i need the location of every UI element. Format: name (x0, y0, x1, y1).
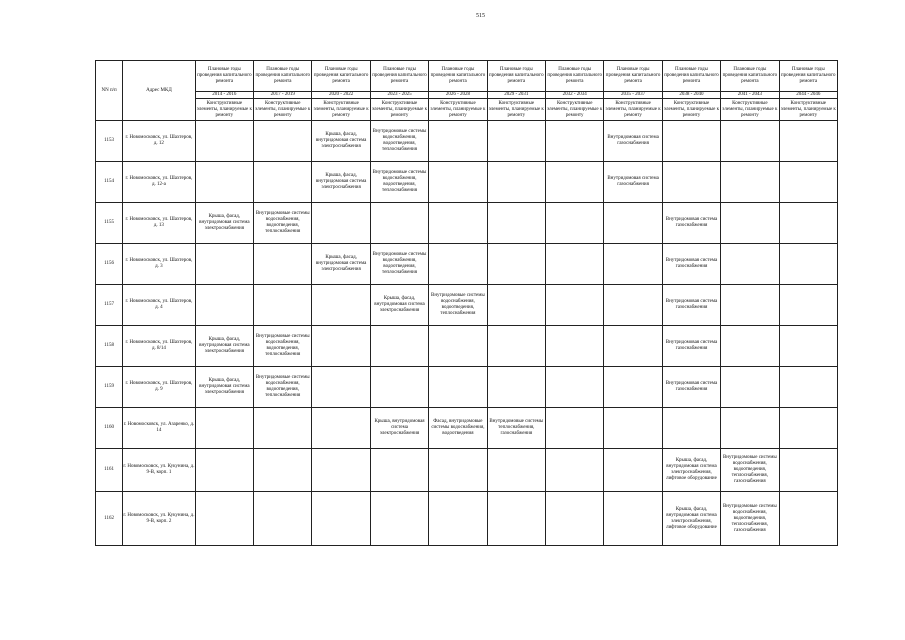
building-address: г. Новомосковск, ул. Шахтеров, д. 8/14 (123, 326, 195, 367)
table-row (96, 449, 838, 492)
repair-elements-cell (312, 203, 370, 244)
repair-elements-cell (429, 326, 487, 367)
building-address: г. Новомосковск, ул. Шахтеров, д. 3 (123, 244, 195, 285)
repair-elements-cell (721, 408, 779, 449)
repair-elements-cell (254, 408, 312, 449)
repair-elements-cell: Внутридомовые системы водоснабжения, водоотведения, теплоснабжения (254, 367, 312, 408)
repair-elements-cell (195, 162, 253, 203)
repair-elements-cell (195, 449, 253, 492)
repair-elements-cell (604, 326, 662, 367)
repair-elements-cell (721, 162, 779, 203)
row-number: 1155 (96, 203, 123, 244)
repair-elements-cell (604, 492, 662, 546)
repair-elements-cell (429, 203, 487, 244)
repair-elements-cell (370, 326, 428, 367)
row-number: 1160 (96, 408, 123, 449)
building-address: г. Новомосковск, ул. Шахтеров, д. 12 (123, 121, 195, 162)
repair-elements-cell: Внутридомовые системы водоснабжения, водоотведения, теплоснабжения (254, 326, 312, 367)
row-number: 1154 (96, 162, 123, 203)
row-number: 1161 (96, 449, 123, 492)
repair-elements-cell (721, 326, 779, 367)
repair-elements-cell: Внутридомовые системы теплоснабжения, газоснабжения (487, 408, 545, 449)
repair-elements-cell: Внутридомовая система газоснабжения (604, 121, 662, 162)
repair-elements-cell (487, 121, 545, 162)
repair-elements-cell (546, 367, 604, 408)
repair-elements-cell (721, 121, 779, 162)
building-address: г. Новомосковск, ул. Шахтеров, д. 9 (123, 367, 195, 408)
repair-elements-cell (779, 492, 837, 546)
repair-elements-cell (254, 244, 312, 285)
table-row (96, 367, 838, 408)
period-elements-header: Конструктивные элементы, планируемые к ремонту (604, 99, 662, 121)
repair-elements-cell: Внутридомовые системы водоснабжения, водоотведения, теплоснабжения, газоснабжения (721, 492, 779, 546)
repair-elements-cell (195, 121, 253, 162)
repair-elements-cell (487, 492, 545, 546)
building-address: г. Новомосковск, ул. Шахтеров, д. 13 (123, 203, 195, 244)
row-number: 1158 (96, 326, 123, 367)
repair-elements-cell (254, 121, 312, 162)
table-row (96, 408, 838, 449)
repair-elements-cell (254, 449, 312, 492)
period-elements-header: Конструктивные элементы, планируемые к ремонту (254, 99, 312, 121)
repair-elements-cell (370, 449, 428, 492)
building-address: г. Новомосковск, ул. Шахтеров, д. 12-а (123, 162, 195, 203)
repair-elements-cell (546, 162, 604, 203)
row-number: 1159 (96, 367, 123, 408)
page-number: 515 (476, 13, 485, 19)
period-title: Плановые годы проведения капитального ремонта (487, 61, 545, 92)
repair-elements-cell (604, 449, 662, 492)
repair-elements-cell (546, 121, 604, 162)
repair-elements-cell: Внутридомовая система газоснабжения (604, 162, 662, 203)
repair-elements-cell (312, 449, 370, 492)
period-title: Плановые годы проведения капитального ремонта (370, 61, 428, 92)
repair-elements-cell: Внутридомовая система газоснабжения (662, 285, 720, 326)
repair-elements-cell (546, 326, 604, 367)
repair-elements-cell: Внутридомовые системы водоснабжения, водоотведения, теплоснабжения (429, 285, 487, 326)
table-row (96, 285, 838, 326)
repair-schedule-table (95, 60, 838, 546)
repair-elements-cell (546, 244, 604, 285)
repair-elements-cell (487, 326, 545, 367)
repair-elements-cell (779, 449, 837, 492)
period-years: 2017 - 2019 (254, 92, 312, 99)
repair-elements-cell (312, 326, 370, 367)
table-row (96, 121, 838, 162)
repair-elements-cell: Крыша, фасад, внутридомовая система электроснабжения (195, 367, 253, 408)
repair-elements-cell (370, 367, 428, 408)
repair-elements-cell (429, 449, 487, 492)
repair-elements-cell (429, 121, 487, 162)
column-header-address: Адрес МКД (123, 61, 195, 121)
repair-elements-cell (604, 203, 662, 244)
repair-elements-cell (312, 367, 370, 408)
period-years: 2044 - 2046 (779, 92, 837, 99)
period-years: 2038 - 2040 (662, 92, 720, 99)
repair-elements-cell (254, 162, 312, 203)
repair-elements-cell (662, 121, 720, 162)
repair-elements-cell: Крыша, фасад, внутридомовая система электроснабжения (312, 162, 370, 203)
repair-elements-cell (604, 367, 662, 408)
repair-elements-cell (254, 492, 312, 546)
period-elements-header: Конструктивные элементы, планируемые к ремонту (779, 99, 837, 121)
repair-elements-cell (429, 367, 487, 408)
period-years: 2041 - 2043 (721, 92, 779, 99)
repair-elements-cell (721, 367, 779, 408)
repair-elements-cell (370, 203, 428, 244)
period-title: Плановые годы проведения капитального ремонта (662, 61, 720, 92)
repair-elements-cell: Крыша, фасад, внутридомовая система электроснабжения (312, 244, 370, 285)
repair-elements-cell (721, 285, 779, 326)
table-row (96, 244, 838, 285)
repair-elements-cell: Внутридомовые системы водоснабжения, водоотведения, теплоснабжения (370, 244, 428, 285)
repair-elements-cell: Внутридомовые системы водоснабжения, водоотведения, теплоснабжения, газоснабжения (721, 449, 779, 492)
repair-elements-cell (195, 285, 253, 326)
repair-elements-cell: Внутридомовая система газоснабжения (662, 367, 720, 408)
period-elements-header: Конструктивные элементы, планируемые к ремонту (487, 99, 545, 121)
row-number: 1156 (96, 244, 123, 285)
period-title: Плановые годы проведения капитального ремонта (604, 61, 662, 92)
repair-elements-cell: Внутридомовые системы водоснабжения, водоотведения, теплоснабжения (370, 121, 428, 162)
row-number: 1162 (96, 492, 123, 546)
repair-elements-cell: Крыша, внутридомовая система электроснабжения (370, 408, 428, 449)
period-elements-header: Конструктивные элементы, планируемые к ремонту (429, 99, 487, 121)
period-title: Плановые годы проведения капитального ремонта (195, 61, 253, 92)
period-elements-header: Конструктивные элементы, планируемые к ремонту (370, 99, 428, 121)
repair-elements-cell: Фасад, внутридомовые системы водоснабжения, водоотведения (429, 408, 487, 449)
repair-elements-cell (779, 244, 837, 285)
repair-elements-cell (662, 408, 720, 449)
table-header (96, 61, 838, 121)
table-row (96, 492, 838, 546)
repair-elements-cell (779, 326, 837, 367)
period-years: 2032 - 2034 (546, 92, 604, 99)
repair-elements-cell (487, 367, 545, 408)
repair-elements-cell: Крыша, фасад, внутридомовая система электроснабжения, лифтовое оборудование (662, 449, 720, 492)
period-years: 2035 - 2037 (604, 92, 662, 99)
repair-elements-cell (604, 244, 662, 285)
repair-elements-cell (487, 162, 545, 203)
repair-elements-cell (779, 162, 837, 203)
repair-elements-cell: Внутридомовая система газоснабжения (662, 203, 720, 244)
repair-elements-cell: Внутридомовые системы водоснабжения, водоотведения, теплоснабжения (254, 203, 312, 244)
repair-elements-cell: Крыша, фасад, внутридомовая система электроснабжения (370, 285, 428, 326)
repair-elements-cell: Внутридомовая система газоснабжения (662, 244, 720, 285)
repair-elements-cell (779, 121, 837, 162)
table-row (96, 203, 838, 244)
repair-elements-cell (662, 162, 720, 203)
repair-elements-cell (604, 408, 662, 449)
repair-elements-cell (546, 285, 604, 326)
repair-elements-cell: Внутридомовые системы водоснабжения, водоотведения, теплоснабжения (370, 162, 428, 203)
building-address: г. Новомосковск, ул. Кукунина, д. 9-В, корп. 1 (123, 449, 195, 492)
repair-elements-cell (487, 285, 545, 326)
column-header-num: NN п/п (96, 61, 123, 121)
repair-elements-cell: Крыша, фасад, внутридомовая система электроснабжения (195, 203, 253, 244)
repair-elements-cell (312, 492, 370, 546)
repair-elements-cell (779, 408, 837, 449)
period-title: Плановые годы проведения капитального ремонта (312, 61, 370, 92)
repair-elements-cell (546, 408, 604, 449)
repair-elements-cell (487, 203, 545, 244)
repair-elements-cell: Крыша, фасад, внутридомовая система электроснабжения, лифтовое оборудование (662, 492, 720, 546)
repair-elements-cell (779, 367, 837, 408)
repair-elements-cell: Крыша, фасад, внутридомовая система электроснабжения (312, 121, 370, 162)
repair-elements-cell: Внутридомовая система газоснабжения (662, 326, 720, 367)
repair-elements-cell (312, 285, 370, 326)
repair-elements-cell (429, 244, 487, 285)
repair-elements-cell (546, 203, 604, 244)
period-elements-header: Конструктивные элементы, планируемые к ремонту (721, 99, 779, 121)
repair-elements-cell (195, 492, 253, 546)
repair-elements-cell (487, 244, 545, 285)
period-title: Плановые годы проведения капитального ремонта (721, 61, 779, 92)
repair-elements-cell (195, 244, 253, 285)
building-address: г. Новомосковск, ул. Кукунина, д. 9-В, корп. 2 (123, 492, 195, 546)
repair-elements-cell (546, 449, 604, 492)
repair-elements-cell (429, 162, 487, 203)
period-title: Плановые годы проведения капитального ремонта (429, 61, 487, 92)
period-title: Плановые годы проведения капитального ремонта (779, 61, 837, 92)
period-years: 2026 - 2028 (429, 92, 487, 99)
repair-elements-cell (487, 449, 545, 492)
repair-elements-cell (195, 408, 253, 449)
period-elements-header: Конструктивные элементы, планируемые к ремонту (662, 99, 720, 121)
table-row (96, 326, 838, 367)
period-years: 2020 - 2022 (312, 92, 370, 99)
period-title: Плановые годы проведения капитального ремонта (254, 61, 312, 92)
repair-elements-cell (779, 203, 837, 244)
repair-elements-cell (312, 408, 370, 449)
period-title: Плановые годы проведения капитального ремонта (546, 61, 604, 92)
row-number: 1153 (96, 121, 123, 162)
period-elements-header: Конструктивные элементы, планируемые к ремонту (312, 99, 370, 121)
repair-elements-cell (604, 285, 662, 326)
repair-elements-cell (721, 203, 779, 244)
repair-elements-cell (429, 492, 487, 546)
table-body (96, 121, 838, 546)
building-address: г. Новомосковск, ул. Шахтеров, д. 4 (123, 285, 195, 326)
repair-elements-cell: Крыша, фасад, внутридомовая система электроснабжения (195, 326, 253, 367)
period-years: 2023 - 2025 (370, 92, 428, 99)
period-years: 2014 - 2016 (195, 92, 253, 99)
period-years: 2029 - 2031 (487, 92, 545, 99)
period-elements-header: Конструктивные элементы, планируемые к ремонту (195, 99, 253, 121)
repair-elements-cell (370, 492, 428, 546)
repair-elements-cell (546, 492, 604, 546)
row-number: 1157 (96, 285, 123, 326)
repair-elements-cell (779, 285, 837, 326)
period-elements-header: Конструктивные элементы, планируемые к ремонту (546, 99, 604, 121)
table-row (96, 162, 838, 203)
repair-elements-cell (254, 285, 312, 326)
building-address: г. Новомосковск, ул. Азаренко, д. 14 (123, 408, 195, 449)
repair-elements-cell (721, 244, 779, 285)
